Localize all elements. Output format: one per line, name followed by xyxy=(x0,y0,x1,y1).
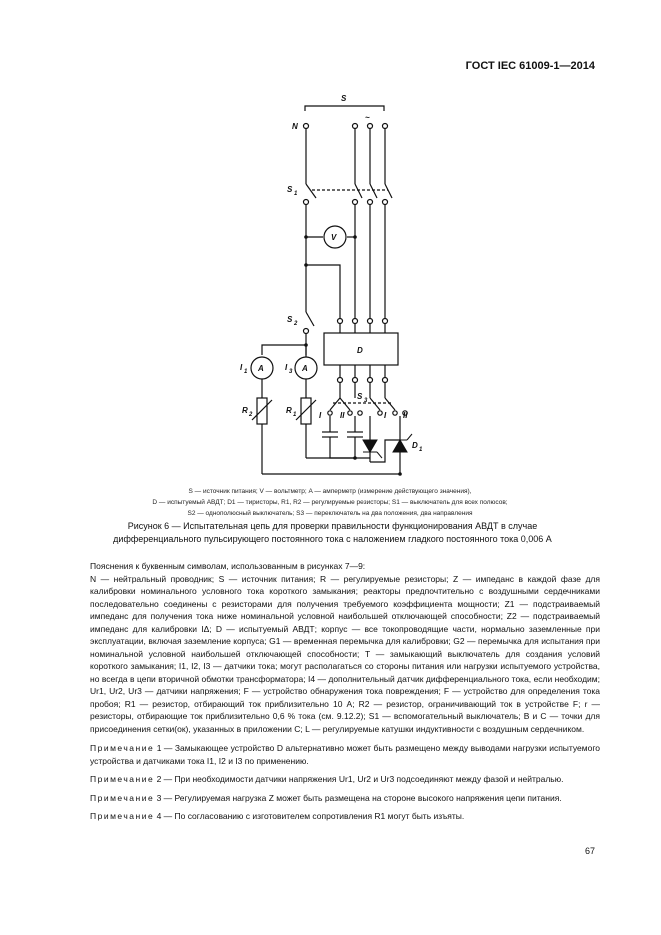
legend-line-2: D — испытуемый АВДТ; D1 — тиристоры, R1, R2 — регулируемые резисторы; S1 — выключатель для всех полюсов; xyxy=(152,499,508,506)
note-label: Примечание xyxy=(90,743,155,753)
label-neutral: N xyxy=(292,122,298,131)
figure-caption xyxy=(80,520,585,546)
caption-line-2: дифференциального пульсирующего постоянного тока с наложением гладкого постоянного тока 0,006 А xyxy=(113,534,552,544)
document-header: ГОСТ IEC 61009-1—2014 xyxy=(465,60,595,72)
note-3 xyxy=(90,792,600,805)
label-s3: S xyxy=(357,392,363,401)
label-s1: S xyxy=(287,185,293,194)
label-s3-sub: 3 xyxy=(364,398,368,404)
note-2 xyxy=(90,773,600,786)
note-text: 1 — Замыкающее устройство D альтернативно может быть размещено между выводами нагрузки испытуемого устройства и датчиками тока I1, I2 и I3 по применению. xyxy=(90,743,600,766)
caption-line-1: Рисунок 6 — Испытательная цепь для проверки правильности функционирования АВДТ в случае xyxy=(127,521,538,531)
label-pos-ii-2: II xyxy=(403,411,408,420)
label-r2: R xyxy=(242,406,248,415)
explanations-body: N — нейтральный проводник; S — источник питания; R — регулируемые резисторы; Z — импеданс в каждой фазе для калибровки номинального условного тока короткого замыкания; реакторы предпочтительно с воздушными сердечниками последовательно соединены с резисторами для получения требуемого коэффициента мощности; Z1 — подстраиваемый импеданс для получения тока ниже номинальной условной наибольшей отключающей способности; Z2 — подстраиваемый импеданс для калибровки IΔ; D — испытуемый АВДТ; корпус — все токопроводящие части, нормально заземленные при эксплуатации, включая заземление корпуса; G1 — временная перемычка для калибровки; G2 — перемычка для испытания при номинальной условной наибольшей отключающей способности; T — замыкающий выключатель для создания условий короткого замыкания; I1, I2, I3 — датчики тока; могут располагаться со стороны питания или нагрузки испытуемого устройства, но всегда в цепи вторичной обмотки трансформатора; I4 — дополнительный датчик дифференциального тока, если необходим; Ur1, Ur2, Ur3 — датчики напряжения; F — устройство обнаружения тока повреждения; F — устройство для определения тока пробоя; R1 — резистор, отбирающий ток приблизительно 10 А; R2 — резистор, ограничивающий ток в устройстве F; r — резисторы, отбирающие ток приблизительно 0,6 % тока (см. 9.12.2); S1 — вспомогательный выключатель; B и C — точки для присоединения сетки(ок), указанных в приложении C; L — регулируемые катушки индуктивности с воздушным сердечником. xyxy=(90,573,600,734)
label-device: D xyxy=(357,346,363,355)
label-source: S xyxy=(341,94,347,103)
note-text: 3 — Регулируемая нагрузка Z может быть размещена на стороне высокого напряжения цепи питания. xyxy=(154,792,562,803)
label-ammeter-1: A xyxy=(258,364,264,373)
label-r2-sub: 2 xyxy=(249,412,253,418)
label-ac: ~ xyxy=(365,113,370,122)
label-pos-ii-1: II xyxy=(340,411,345,420)
label-s2-sub: 2 xyxy=(294,321,298,327)
note-label: Примечание xyxy=(90,792,155,803)
label-d1: D xyxy=(412,441,418,450)
note-text: 4 — По согласованию с изготовителем сопротивления R1 могут быть изъяты. xyxy=(154,811,465,821)
label-r1-sub: 1 xyxy=(293,412,297,418)
notes xyxy=(90,742,600,829)
legend-line-3: S2 — однополюсный выключатель; S3 — переключатель на два положения, два направления xyxy=(187,510,473,517)
label-r1: R xyxy=(286,406,292,415)
label-i1-sub: 1 xyxy=(244,369,248,375)
label-voltmeter: V xyxy=(331,233,337,242)
label-s1-sub: 1 xyxy=(294,191,298,197)
explanations xyxy=(90,560,600,735)
note-text: 2 — При необходимости датчики напряжения Ur1, Ur2 и Ur3 подсоединяют между фазой и нейтралью. xyxy=(154,774,564,784)
note-label: Примечание xyxy=(90,811,155,821)
note-label: Примечание xyxy=(90,774,155,784)
explanations-intro: Пояснения к буквенным символам, использованным в рисунках 7—9: xyxy=(90,561,366,571)
legend-line-1: S — источник питания; V — вольтметр; A — амперметр (измерение действующего значения), xyxy=(188,488,472,495)
label-s2: S xyxy=(287,315,293,324)
label-pos-i-2: I xyxy=(384,411,387,420)
label-i1: I xyxy=(240,363,243,372)
label-i3-sub: 3 xyxy=(289,369,293,375)
label-d1-sub: 1 xyxy=(419,447,423,453)
label-pos-i-1: I xyxy=(319,411,322,420)
note-4 xyxy=(90,810,600,823)
page-number: 67 xyxy=(584,846,595,856)
note-1 xyxy=(90,742,600,767)
label-ammeter-2: A xyxy=(302,364,308,373)
label-i3: I xyxy=(285,363,288,372)
